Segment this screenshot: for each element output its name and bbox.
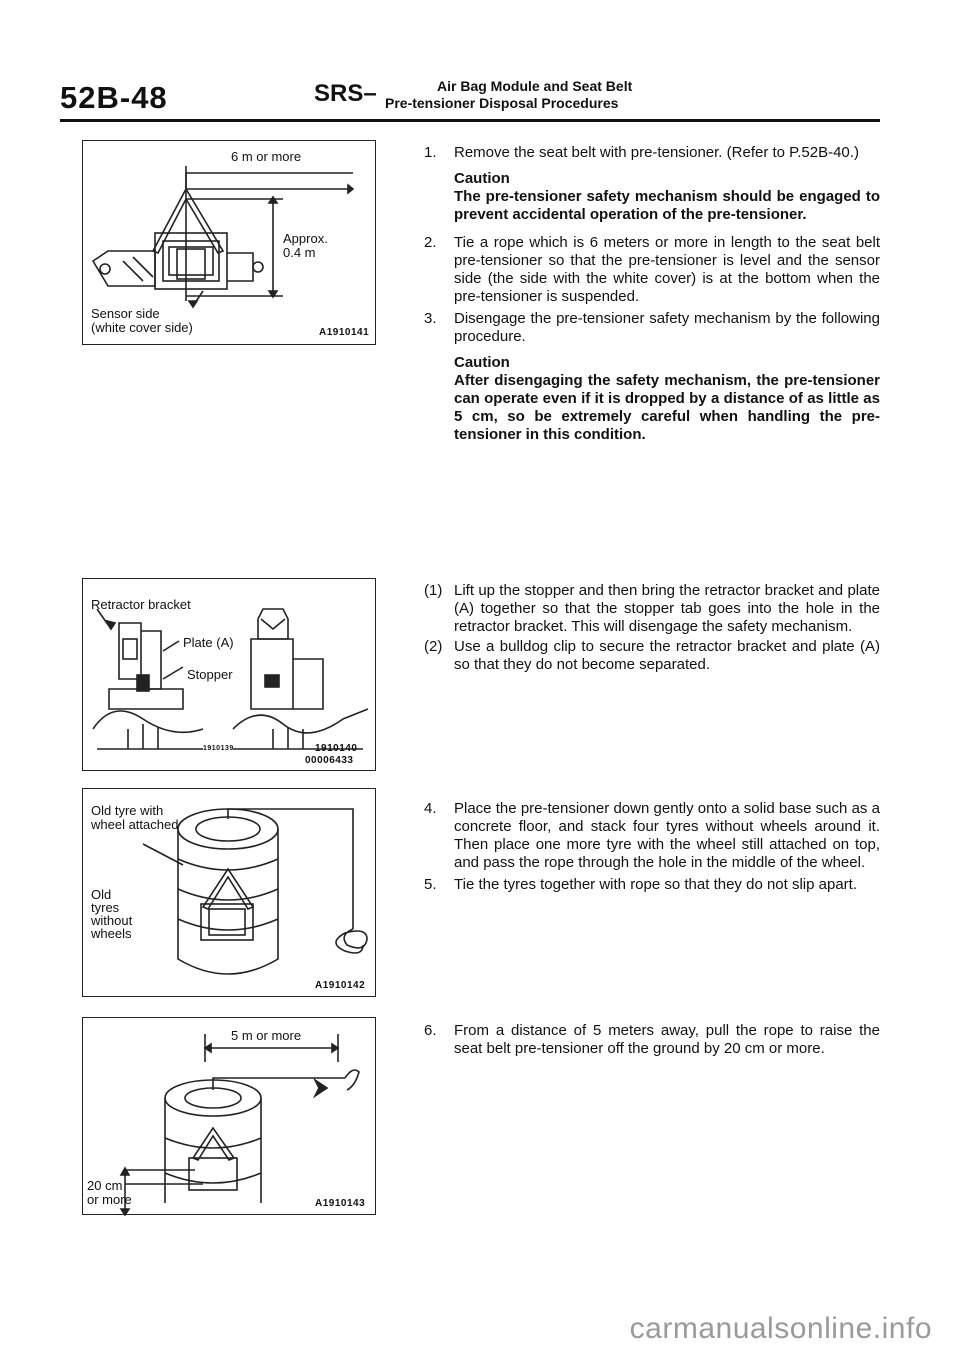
page-number: 52B-48	[60, 80, 168, 115]
step-1-number: 1.	[424, 144, 437, 161]
fig3-old-tyres-4: wheels	[91, 926, 132, 941]
fig3-old-tyres-1: Old	[91, 887, 112, 902]
fig3-old-wheel-label-1: Old tyre with	[91, 803, 164, 818]
fig1-sensor-label-1: Sensor side	[91, 306, 160, 321]
fig3-code: A1910142	[315, 980, 366, 991]
steps-group-2	[424, 582, 880, 676]
step-4-text: Place the pre-tensioner down gently onto a solid base such as a concrete floor, and stack four tyres without wheels around it. Then place one more tyre with the wheel still attached on top, and pass the rope through the hole in the middle of the wheel.	[454, 800, 880, 871]
fig1-code: A1910141	[319, 327, 370, 338]
page-title-line2: Pre-tensioner Disposal Procedures	[385, 95, 619, 111]
fig2-plate-label: Plate (A)	[183, 635, 234, 650]
fig1-height-label-2: 0.4 m	[283, 245, 316, 260]
fig3-old-tyres-3: without	[91, 913, 133, 928]
substep-1	[424, 582, 880, 636]
caution-1-heading: Caution	[454, 170, 510, 187]
fig2-stopper-label: Stopper	[187, 667, 233, 682]
substep-1-text: Lift up the stopper and then bring the retractor bracket and plate (A) together so that the stopper tab goes into the hole in the retractor bracket. This will disengage the safety mechanism.	[454, 582, 880, 635]
figure-rope-suspension	[82, 140, 376, 345]
caution-2-text: After disengaging the safety mechanism, the pre-tensioner can operate even if it is dropped by a distance of as little as 5 cm, so be extremely careful when handling the pre-tensioner in this condition.	[454, 372, 880, 443]
fig2-code-small: 1910139	[203, 745, 234, 752]
fig1-distance-label: 6 m or more	[231, 149, 302, 164]
step-5	[424, 876, 880, 894]
fig3-old-tyres-2: tyres	[91, 900, 120, 915]
step-6-number: 6.	[424, 1022, 437, 1039]
steps-group-4	[424, 1022, 880, 1062]
watermark: carmanualsonline.info	[629, 1312, 932, 1345]
substep-2-text: Use a bulldog clip to secure the retractor bracket and plate (A) so that they do not become separated.	[454, 638, 880, 673]
step-6-text: From a distance of 5 meters away, pull the rope to raise the seat belt pre-tensioner off the ground by 20 cm or more.	[454, 1022, 880, 1057]
fig3-old-wheel-label-2: wheel attached	[91, 817, 179, 832]
step-2-text: Tie a rope which is 6 meters or more in length to the seat belt pre-tensioner so that the pre-tensioner is level and the sensor side (the side with the white cover) is at the bottom when the pre-tensioner is suspended.	[454, 234, 880, 305]
section-code: SRS–	[314, 80, 377, 107]
fig4-distance-label: 5 m or more	[231, 1028, 302, 1043]
step-2	[424, 234, 880, 306]
fig1-sensor-label-2: (white cover side)	[91, 320, 193, 335]
fig4-code: A1910143	[315, 1198, 366, 1209]
fig4-height-label-2: or more	[87, 1192, 132, 1207]
figure-tyre-stack	[82, 788, 376, 997]
steps-group-3	[424, 800, 880, 898]
step-4	[424, 800, 880, 872]
fig1-height-label-1: Approx.	[283, 231, 328, 246]
step-5-number: 5.	[424, 876, 437, 893]
step-1-text: Remove the seat belt with pre-tensioner. (Refer to P.52B-40.)	[454, 144, 859, 161]
substep-1-number: (1)	[424, 582, 443, 599]
header-rule	[60, 119, 880, 122]
step-2-number: 2.	[424, 234, 437, 251]
page-title	[385, 78, 632, 112]
substep-2-number: (2)	[424, 638, 443, 655]
fig2-code-2: 00006433	[305, 755, 354, 766]
step-3-number: 3.	[424, 310, 437, 327]
step-1	[424, 144, 880, 162]
step-4-number: 4.	[424, 800, 437, 817]
step-5-text: Tie the tyres together with rope so that they do not slip apart.	[454, 876, 858, 893]
page-title-line1: Air Bag Module and Seat Belt	[437, 78, 633, 94]
step-6	[424, 1022, 880, 1058]
fig2-retractor-label: Retractor bracket	[91, 597, 191, 612]
figure-retractor-bracket	[82, 578, 376, 771]
substep-2	[424, 638, 880, 674]
fig4-height-label-1: 20 cm	[87, 1178, 123, 1193]
caution-2	[454, 354, 880, 444]
fig4-drawing	[83, 1018, 377, 1216]
figure-pull-rope	[82, 1017, 376, 1215]
step-3	[424, 310, 880, 346]
caution-1	[454, 170, 880, 224]
caution-2-heading: Caution	[454, 354, 510, 371]
steps-group-1	[424, 144, 880, 454]
fig2-code-1: 1910140	[315, 743, 358, 754]
step-3-text: Disengage the pre-tensioner safety mechanism by the following procedure.	[454, 310, 880, 345]
caution-1-text: The pre-tensioner safety mechanism should be engaged to prevent accidental operation of the pre-tensioner.	[454, 188, 880, 223]
